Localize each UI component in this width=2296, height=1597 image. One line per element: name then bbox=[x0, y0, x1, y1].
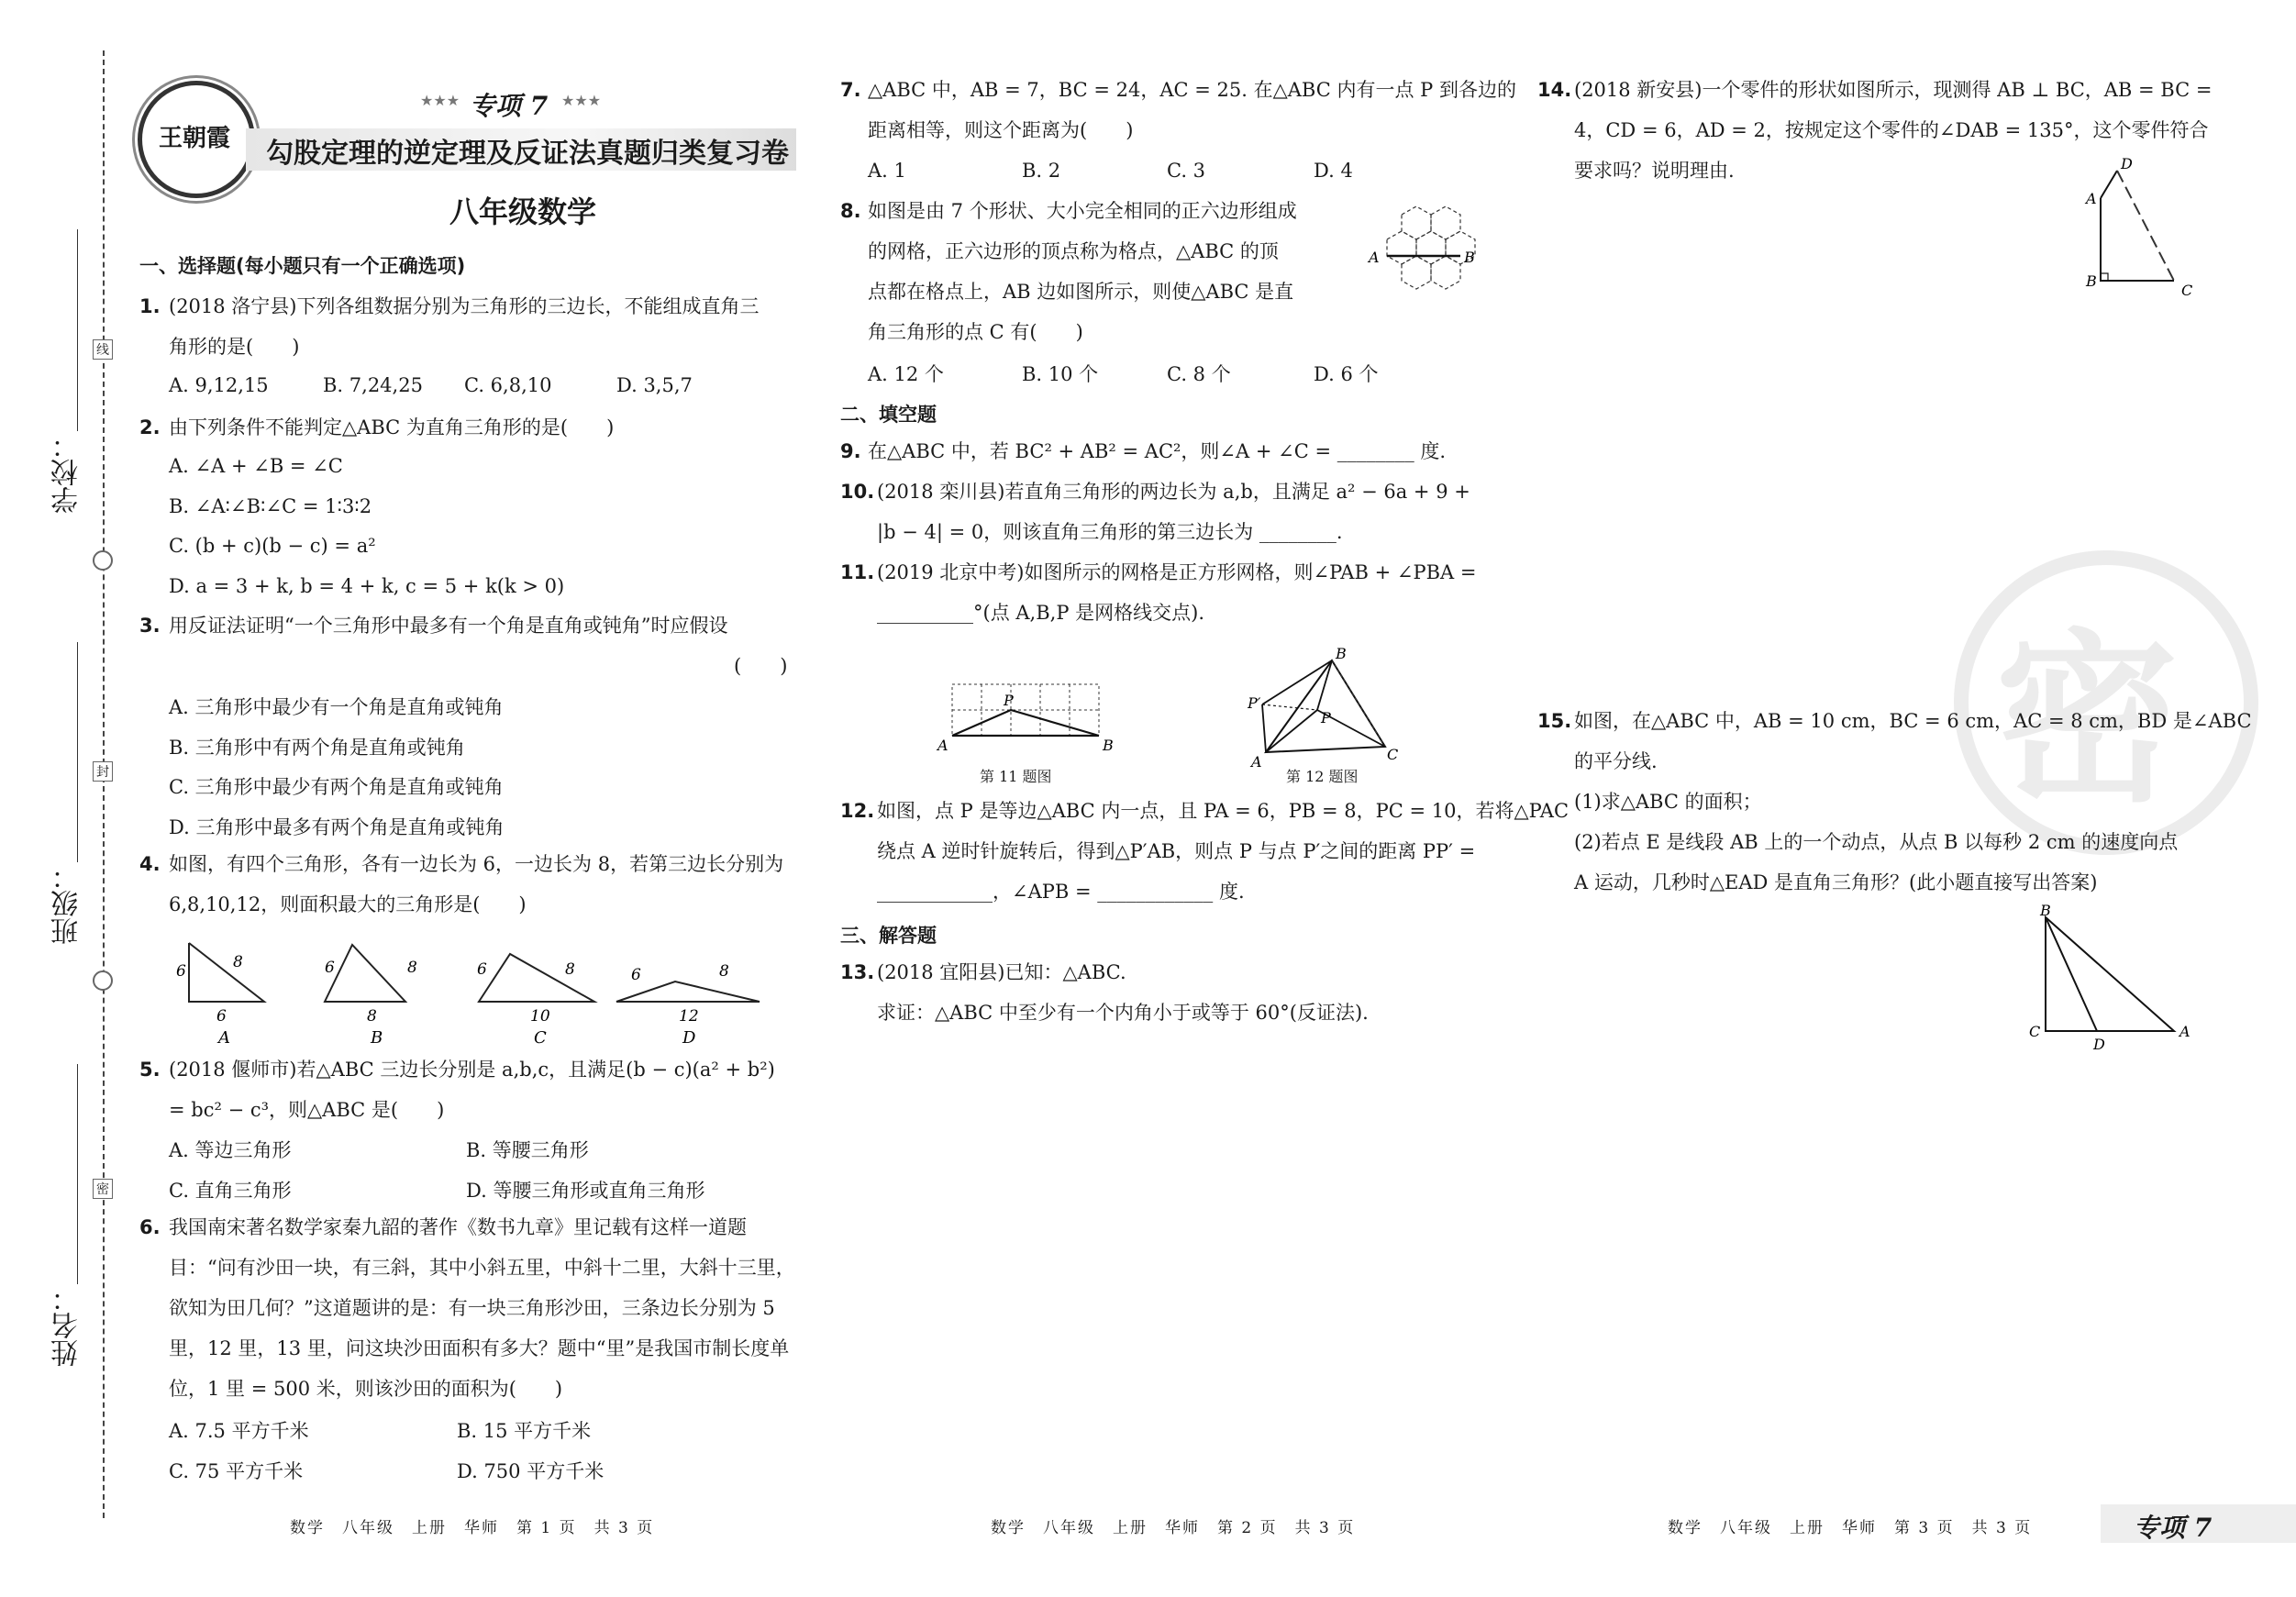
svg-text:D: D bbox=[2121, 156, 2133, 172]
svg-text:C: C bbox=[2029, 1023, 2041, 1040]
q15-part-2-line-1: (2)若点 E 是线段 AB 上的一个动点，从点 B 以每秒 2 cm 的速度向点 bbox=[1574, 831, 2179, 853]
q5-option-b: B. 等腰三角形 bbox=[466, 1139, 589, 1161]
binding-mark-feng: 封 bbox=[93, 761, 113, 782]
q4-triangle-c bbox=[477, 954, 594, 1048]
q6-option-d: D. 750 平方千米 bbox=[457, 1460, 605, 1482]
q8-option-c: C. 8 个 bbox=[1167, 363, 1231, 385]
name-label: 姓名： bbox=[51, 1284, 83, 1367]
q8-text-3: 点都在格点上，AB 边如图所示，则使△ABC 是直 bbox=[868, 281, 1294, 303]
svg-text:B: B bbox=[1336, 645, 1347, 662]
q3-option-d: D. 三角形中最多有两个角是直角或钝角 bbox=[169, 816, 505, 838]
q15-number: 15. bbox=[1537, 710, 1572, 732]
svg-text:6: 6 bbox=[325, 959, 335, 977]
q12-text-1: 如图，点 P 是等边△ABC 内一点，且 PA = 6，PB = 8，PC = 10，若将△PAC bbox=[877, 800, 1569, 822]
q9-number: 9. bbox=[840, 440, 861, 462]
svg-text:C: C bbox=[534, 1028, 547, 1048]
q5-number: 5. bbox=[139, 1059, 161, 1081]
svg-text:12: 12 bbox=[679, 1007, 699, 1026]
topic-badge: 专项 7 bbox=[470, 91, 549, 121]
footer-page-1: 数学 八年级 上册 华师 第 1 页 共 3 页 bbox=[290, 1519, 655, 1537]
footer-topic-tag: 专项 7 bbox=[2134, 1513, 2213, 1543]
q5-text-2: = bc² − c³，则△ABC 是( ) bbox=[169, 1099, 445, 1121]
q15-part-1: (1)求△ABC 的面积； bbox=[1574, 791, 1762, 813]
svg-text:D: D bbox=[2093, 1036, 2105, 1053]
q12-number: 12. bbox=[840, 800, 875, 822]
footer-page-2: 数学 八年级 上册 华师 第 2 页 共 3 页 bbox=[991, 1519, 1356, 1537]
svg-text:A: A bbox=[2086, 190, 2097, 207]
q7-option-c: C. 3 bbox=[1167, 160, 1206, 182]
q15-text-2: 的平分线. bbox=[1574, 750, 1658, 772]
q13-text-1: (2018 宜阳县)已知：△ABC. bbox=[877, 961, 1126, 983]
svg-text:8: 8 bbox=[233, 953, 243, 971]
svg-text:8: 8 bbox=[719, 962, 729, 981]
q1-option-d: D. 3,5,7 bbox=[616, 374, 693, 396]
q3-paren: ( ) bbox=[734, 655, 788, 677]
section-choice: 一、选择题(每小题只有一个正确选项) bbox=[139, 255, 466, 277]
q1-number: 1. bbox=[139, 295, 161, 317]
svg-text:6: 6 bbox=[631, 966, 641, 984]
svg-text:6: 6 bbox=[477, 960, 487, 979]
binding-mark-xian: 线 bbox=[93, 339, 113, 360]
svg-text:A: A bbox=[937, 737, 948, 754]
svg-text:B: B bbox=[2086, 272, 2097, 290]
q3-option-c: C. 三角形中最少有两个角是直角或钝角 bbox=[169, 776, 504, 798]
svg-text:8: 8 bbox=[367, 1007, 377, 1026]
q15-part-2-line-2: A 运动，几秒时△EAD 是直角三角形？(此小题直接写出答案) bbox=[1574, 871, 2098, 893]
q4-figures bbox=[169, 936, 774, 1048]
section-fill: 二、填空题 bbox=[840, 404, 937, 426]
q10-text-2: |b − 4| = 0，则该直角三角形的第三边长为 ________. bbox=[877, 521, 1343, 543]
q8-hexagon-grid bbox=[1350, 204, 1506, 332]
watermark-char: 密 bbox=[1995, 614, 2180, 827]
q7-text-2: 距离相等，则这个距离为( ) bbox=[868, 119, 1134, 141]
q6-text-4: 里，12 里，13 里，问这块沙田面积有多大？题中“里”是我国市制长度单 bbox=[169, 1337, 790, 1359]
q1-option-a: A. 9,12,15 bbox=[169, 374, 269, 396]
svg-text:8: 8 bbox=[407, 959, 417, 977]
q4-text-1: 如图，有四个三角形，各有一边长为 6，一边长为 8，若第三边长分别为 bbox=[169, 853, 784, 875]
q6-option-c: C. 75 平方千米 bbox=[169, 1460, 304, 1482]
q9-text: 在△ABC 中，若 BC² + AB² = AC²，则∠A + ∠C = ________ 度. bbox=[868, 440, 1447, 462]
footer-page-3: 数学 八年级 上册 华师 第 3 页 共 3 页 bbox=[1668, 1519, 2033, 1537]
q8-text-4: 角三角形的点 C 有( ) bbox=[868, 321, 1083, 343]
q8-option-d: D. 6 个 bbox=[1314, 363, 1379, 385]
q7-option-b: B. 2 bbox=[1022, 160, 1061, 182]
paper-subtitle: 八年级数学 bbox=[449, 194, 597, 229]
q6-text-1: 我国南宋著名数学家秦九韶的著作《数书九章》里记载有这样一道题 bbox=[169, 1216, 747, 1238]
paper-title: 勾股定理的逆定理及反证法真题归类复习卷 bbox=[266, 138, 789, 170]
q15-text-1: 如图，在△ABC 中，AB = 10 cm，BC = 6 cm，AC = 8 cm，BD 是∠ABC bbox=[1574, 710, 2252, 732]
svg-text:B: B bbox=[1103, 737, 1114, 754]
q6-number: 6. bbox=[139, 1216, 161, 1238]
q12-figure bbox=[1248, 644, 1413, 772]
q8-text-2: 的网格，正六边形的顶点称为格点，△ABC 的顶 bbox=[868, 240, 1279, 262]
svg-text:10: 10 bbox=[530, 1007, 550, 1026]
q8-option-b: B. 10 个 bbox=[1022, 363, 1099, 385]
q5-option-d: D. 等腰三角形或直角三角形 bbox=[466, 1180, 705, 1202]
q3-text: 用反证法证明“一个三角形中最多有一个角是直角或钝角”时应假设 bbox=[169, 615, 728, 637]
q7-option-a: A. 1 bbox=[868, 160, 906, 182]
q2-option-c: C. (b + c)(b − c) = a² bbox=[169, 535, 376, 557]
q4-number: 4. bbox=[139, 853, 161, 875]
q11-figure-caption: 第 11 题图 bbox=[980, 768, 1052, 785]
q11-text-1: (2019 北京中考)如图所示的网格是正方形网格，则∠PAB + ∠PBA = bbox=[877, 561, 1477, 583]
q11-square-grid bbox=[934, 677, 1117, 769]
q8-number: 8. bbox=[840, 200, 861, 222]
q2-text: 由下列条件不能判定△ABC 为直角三角形的是( ) bbox=[169, 416, 615, 438]
stars-right: ★★★ bbox=[561, 92, 602, 109]
q11-text-2: __________°(点 A,B,P 是网格线交点). bbox=[877, 602, 1204, 624]
q2-number: 2. bbox=[139, 416, 161, 438]
q15-figure bbox=[2018, 904, 2202, 1060]
svg-text:P: P bbox=[1004, 692, 1014, 709]
binding-circle-2 bbox=[93, 970, 113, 991]
q13-text-2: 求证：△ABC 中至少有一个内角小于或等于 60°(反证法). bbox=[877, 1002, 1369, 1024]
q2-option-a: A. ∠A + ∠B = ∠C bbox=[169, 455, 343, 477]
school-label: 学校： bbox=[51, 431, 83, 514]
svg-text:A: A bbox=[1369, 249, 1380, 266]
q1-option-c: C. 6,8,10 bbox=[464, 374, 552, 396]
q8-option-a: A. 12 个 bbox=[868, 363, 944, 385]
q4-text-2: 6,8,10,12，则面积最大的三角形是( ) bbox=[169, 893, 527, 915]
q10-number: 10. bbox=[840, 481, 875, 503]
school-blank bbox=[77, 229, 78, 431]
svg-text:A: A bbox=[2180, 1023, 2191, 1040]
q12-text-2: 绕点 A 逆时针旋转后，得到△P′AB，则点 P 与点 P′之间的距离 PP′ = bbox=[877, 840, 1476, 862]
q2-option-b: B. ∠A∶∠B∶∠C = 1∶3∶2 bbox=[169, 495, 372, 517]
svg-text:B: B bbox=[1464, 249, 1475, 266]
q1-text-1: (2018 洛宁县)下列各组数据分别为三角形的三边长，不能组成直角三 bbox=[169, 295, 760, 317]
q3-option-b: B. 三角形中有两个角是直角或钝角 bbox=[169, 737, 465, 759]
svg-text:A: A bbox=[218, 1028, 230, 1048]
q3-number: 3. bbox=[139, 615, 161, 637]
logo-text: 王朝霞 bbox=[158, 125, 230, 152]
name-blank bbox=[77, 1064, 78, 1284]
svg-text:B: B bbox=[2040, 904, 2051, 919]
svg-text:8: 8 bbox=[565, 960, 575, 979]
q2-option-d: D. a = 3 + k, b = 4 + k, c = 5 + k(k > 0) bbox=[169, 575, 565, 597]
binding-circle-1 bbox=[93, 550, 113, 571]
q5-option-a: A. 等边三角形 bbox=[169, 1139, 292, 1161]
q12-text-3: ____________，∠APB = ____________ 度. bbox=[877, 881, 1245, 903]
q14-text-1: (2018 新安县)一个零件的形状如图所示，现测得 AB ⊥ BC，AB = BC = bbox=[1574, 79, 2213, 101]
q12-figure-caption: 第 12 题图 bbox=[1286, 768, 1359, 785]
q7-number: 7. bbox=[840, 79, 861, 101]
q13-number: 13. bbox=[840, 961, 875, 983]
class-blank bbox=[77, 642, 78, 862]
q4-triangle-d bbox=[616, 962, 760, 1048]
svg-text:P′: P′ bbox=[1248, 694, 1261, 712]
q11-number: 11. bbox=[840, 561, 875, 583]
q6-text-5: 位，1 里 = 500 米，则该沙田的面积为( ) bbox=[169, 1378, 563, 1400]
q10-text-1: (2018 栾川县)若直角三角形的两边长为 a,b，且满足 a² − 6a + 9 + bbox=[877, 481, 1470, 503]
q6-text-2: 目：“问有沙田一块，有三斜，其中小斜五里，中斜十二里，大斜十三里， bbox=[169, 1257, 795, 1279]
q5-option-c: C. 直角三角形 bbox=[169, 1180, 292, 1202]
svg-text:D: D bbox=[682, 1028, 696, 1048]
binding-mark-mi: 密 bbox=[93, 1179, 113, 1199]
class-label: 班级： bbox=[51, 862, 83, 945]
binding-line bbox=[103, 50, 105, 1518]
section-solve: 三、解答题 bbox=[840, 925, 937, 947]
q14-number: 14. bbox=[1537, 79, 1572, 101]
q6-option-b: B. 15 平方千米 bbox=[457, 1420, 592, 1442]
svg-text:6: 6 bbox=[176, 962, 186, 981]
stars-left: ★★★ bbox=[420, 92, 460, 109]
svg-text:C: C bbox=[2181, 282, 2193, 299]
svg-text:A: A bbox=[1251, 753, 1262, 771]
svg-text:P: P bbox=[1321, 709, 1331, 726]
q4-triangle-a bbox=[176, 943, 264, 1048]
svg-text:B: B bbox=[371, 1028, 383, 1048]
q5-text-1: (2018 偃师市)若△ABC 三边长分别是 a,b,c，且满足(b − c)(a² + b²) bbox=[169, 1059, 775, 1081]
q1-option-b: B. 7,24,25 bbox=[323, 374, 423, 396]
q3-option-a: A. 三角形中最少有一个角是直角或钝角 bbox=[169, 696, 504, 718]
svg-text:C: C bbox=[1387, 746, 1399, 763]
q8-text-1: 如图是由 7 个形状、大小完全相同的正六边形组成 bbox=[868, 200, 1297, 222]
svg-text:6: 6 bbox=[216, 1007, 227, 1026]
q1-text-2: 角形的是( ) bbox=[169, 336, 300, 358]
q6-option-a: A. 7.5 平方千米 bbox=[169, 1420, 309, 1442]
q14-text-2: 4，CD = 6，AD = 2，按规定这个零件的∠DAB = 135°，这个零件符合 bbox=[1574, 119, 2209, 141]
q4-triangle-b bbox=[325, 945, 417, 1048]
q6-text-3: 欲知为田几何？”这道题讲的是：有一块三角形沙田，三条边长分别为 5 bbox=[169, 1297, 775, 1319]
q14-text-3: 要求吗？说明理由. bbox=[1574, 160, 1735, 182]
q7-text-1: △ABC 中，AB = 7，BC = 24，AC = 25. 在△ABC 内有一点 P 到各边的 bbox=[868, 79, 1516, 101]
q7-option-d: D. 4 bbox=[1314, 160, 1353, 182]
q14-figure bbox=[2082, 156, 2202, 312]
